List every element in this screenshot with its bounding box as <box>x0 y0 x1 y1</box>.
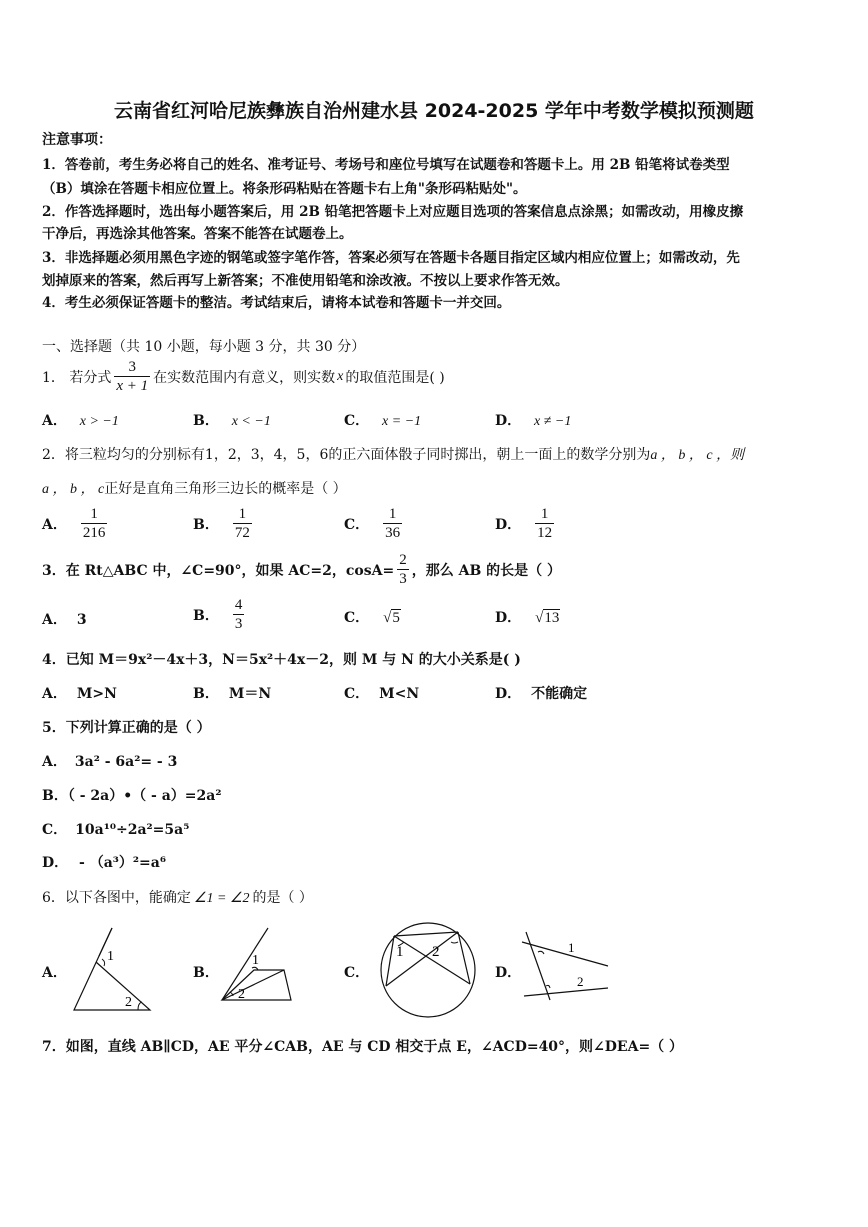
q6-expr: ∠1 = ∠2 <box>193 891 250 906</box>
q3-option-a[interactable] <box>42 609 87 629</box>
angle-label-2: 2 <box>577 974 584 989</box>
question-2-line2 <box>42 478 347 498</box>
line-lower <box>524 988 608 996</box>
numerator: 1 <box>540 506 549 522</box>
option-text: M<N <box>379 686 420 702</box>
q5-option-a[interactable] <box>42 751 177 771</box>
question-2 <box>42 444 744 464</box>
q6-option-c-label[interactable]: C． <box>344 965 370 981</box>
option-text: 不能确定 <box>531 686 588 702</box>
notice-heading: 注意事项： <box>42 132 112 148</box>
notice-line: 2．作答选择题时，选出每小题答案后，用 2B 铅笔把答题卡上对应题目选项的答案信息点涂黑；如需改动，用橡皮擦 <box>42 204 744 220</box>
q6-figure-d <box>520 924 612 1004</box>
option-label: A． <box>42 612 67 628</box>
notice-line: （B）填涂在答题卡相应位置上。将条形码粘贴在答题卡右上角"条形码粘贴处"。 <box>42 181 527 197</box>
angle-label-1: 1 <box>252 953 259 968</box>
q1-prefix: 1． 若分式 <box>42 369 112 386</box>
q2-option-b[interactable] <box>193 505 255 542</box>
chord <box>394 932 458 936</box>
notice-line: 干净后，再选涂其他答案。答案不能答在试题卷上。 <box>42 226 353 242</box>
radicand: 13 <box>544 610 560 626</box>
q5-option-b[interactable] <box>42 785 221 805</box>
question-5: 5．下列计算正确的是（ ） <box>42 720 211 736</box>
notice-line: 3．非选择题必须用黑色字迹的钢笔或签字笔作答，答案必须写在答题卡各题目指定区域内相应位置上；如需改动，先 <box>42 250 740 266</box>
numerator: 1 <box>388 506 397 522</box>
q3-text: ，那么 AB 的长是（ ） <box>411 562 562 579</box>
q1-denominator: x + 1 <box>116 378 149 394</box>
notice-line: 划掉原来的答案，然后再写上新答案；不准使用铅笔和涂改液。不按以上要求作答无效。 <box>42 273 569 289</box>
q6-option-d-label[interactable]: D． <box>495 965 522 981</box>
question-1 <box>42 358 445 395</box>
angle-label-2: 2 <box>432 944 440 960</box>
option-label: A． <box>42 754 67 770</box>
q6-figure-b <box>216 924 298 1006</box>
option-text: x = −1 <box>382 414 422 429</box>
q1-text-end: 的取值范围是( ) <box>345 369 445 386</box>
chord <box>386 936 394 986</box>
option-label: A． <box>42 686 67 702</box>
option-fraction <box>233 596 245 633</box>
q2-option-a[interactable] <box>42 505 110 542</box>
q3-option-d[interactable] <box>495 607 560 627</box>
angle-mark <box>546 985 550 988</box>
option-label: C． <box>344 516 370 533</box>
denominator: 72 <box>234 525 250 541</box>
option-label: D． <box>495 686 522 702</box>
option-fraction <box>383 505 402 542</box>
page-title: 云南省红河哈尼族彝族自治州建水县 2024-2025 学年中考数学模拟预测题 <box>114 100 754 122</box>
denominator: 216 <box>82 525 106 541</box>
numerator: 4 <box>234 597 243 613</box>
angle-mark <box>538 951 544 954</box>
angle-mark <box>138 1002 142 1010</box>
option-fraction <box>81 505 108 542</box>
q6-figure-a <box>66 922 158 1014</box>
option-label: C． <box>344 610 370 626</box>
option-text: x < −1 <box>231 414 271 429</box>
option-label: D． <box>495 413 522 429</box>
option-text: M＝N <box>228 686 272 702</box>
q1-numerator: 3 <box>128 359 136 375</box>
option-text: （ - 2a）•（ - a）=2a² <box>67 788 222 804</box>
q1-option-a[interactable] <box>42 410 119 430</box>
q3-prefix: 3．在 Rt△ABC 中，∠C=90°，如果 AC=2，cosA= <box>42 562 395 579</box>
numerator: 1 <box>238 506 247 522</box>
q1-option-b[interactable] <box>193 410 271 430</box>
angle-mark <box>102 959 105 966</box>
q1-fraction <box>114 358 150 395</box>
q2-vars-2: a ， b ， c <box>42 482 105 497</box>
q4-option-d[interactable] <box>495 683 587 703</box>
q4-option-b[interactable] <box>193 683 271 703</box>
question-7: 7．如图，直线 AB∥CD，AE 平分∠CAB，AE 与 CD 相交于点 E，∠ACD=40°，则∠DEA=（ ） <box>42 1039 684 1055</box>
option-label: D． <box>42 855 69 871</box>
q3-fraction <box>397 551 409 588</box>
line-upper <box>522 942 608 966</box>
q2-line1: 2．将三粒均匀的分别标有1，2，3，4，5，6的正六面体骰子同时掷出，朝上一面上的数学分别为 <box>42 447 651 463</box>
section-heading: 一、选择题（共 10 小题，每小题 3 分，共 30 分） <box>42 339 366 355</box>
q4-option-c[interactable] <box>344 683 419 703</box>
q1-text: 在实数范围内有意义，则实数 <box>153 369 336 386</box>
option-text: 10a¹⁰÷2a²=5a⁵ <box>75 822 190 838</box>
option-label: C． <box>344 413 370 429</box>
q6-option-a-label[interactable]: A． <box>42 965 67 981</box>
q5-option-c[interactable] <box>42 819 189 839</box>
option-text: x > −1 <box>79 414 119 429</box>
question-3 <box>42 551 561 588</box>
option-label: B． <box>193 516 219 533</box>
option-text: M>N <box>76 686 117 702</box>
question-4: 4．已知 M＝9x²－4x＋3，N＝5x²＋4x－2，则 M 与 N 的大小关系是( ) <box>42 652 521 668</box>
option-label: B． <box>42 788 68 804</box>
q3-option-b[interactable] <box>193 596 247 633</box>
option-label: D． <box>495 610 522 626</box>
transversal <box>526 932 550 1000</box>
q1-option-c[interactable] <box>344 410 421 430</box>
option-label: B． <box>193 413 219 429</box>
angle-mark <box>451 942 458 943</box>
option-label: B． <box>193 607 219 624</box>
angle-label-1: 1 <box>396 944 404 960</box>
q5-option-d[interactable] <box>42 852 166 872</box>
q6-option-b-label[interactable]: B． <box>193 965 219 981</box>
q1-var: x <box>337 368 344 384</box>
option-label: B． <box>193 686 219 702</box>
option-text: x ≠ −1 <box>534 414 572 429</box>
notice-line: 1．答卷前，考生务必将自己的姓名、准考证号、考场号和座位号填写在试题卷和答题卡上。用 2B 铅笔将试卷类型 <box>42 157 730 173</box>
notice-line: 4．考生必须保证答题卡的整洁。考试结束后，请将本试卷和答题卡一并交回。 <box>42 295 511 311</box>
denominator: 12 <box>537 525 553 541</box>
angle-label-2: 2 <box>125 995 132 1010</box>
option-label: C． <box>344 686 370 702</box>
option-text: 3a² - 6a²= - 3 <box>74 754 178 770</box>
q2-option-c[interactable] <box>344 505 405 542</box>
option-label: D． <box>495 516 522 533</box>
q6-prefix: 6．以下各图中，能确定 <box>42 890 191 906</box>
option-sqrt: √5 <box>383 610 400 626</box>
angle-label-2: 2 <box>238 987 245 1002</box>
option-label: C． <box>42 822 68 838</box>
denominator: 36 <box>385 525 401 541</box>
denominator: 3 <box>399 571 407 587</box>
q6-figure-c <box>376 918 480 1022</box>
numerator: 1 <box>90 506 98 522</box>
q4-option-a[interactable] <box>42 683 117 703</box>
q1-option-d[interactable] <box>495 410 571 430</box>
option-text: - （a³）²=a⁶ <box>74 855 166 871</box>
option-fraction <box>535 505 554 542</box>
figure-lines <box>74 928 150 1010</box>
radicand: 5 <box>392 610 400 626</box>
option-label: A． <box>42 516 67 533</box>
option-label: A． <box>42 413 67 429</box>
option-text: 3 <box>76 612 87 628</box>
q6-suffix: 的是（ ） <box>252 890 313 906</box>
q3-option-c[interactable] <box>344 607 401 627</box>
angle-label-1: 1 <box>107 949 114 964</box>
option-sqrt: √13 <box>535 610 560 626</box>
question-6 <box>42 887 313 907</box>
denominator: 3 <box>234 616 243 632</box>
q2-vars: a ， b ， c ，则 <box>650 448 745 463</box>
option-fraction <box>233 505 252 542</box>
q2-option-d[interactable] <box>495 505 557 542</box>
angle-label-1: 1 <box>568 940 575 955</box>
q2-line2: 正好是直角三角形三边长的概率是（ ） <box>104 481 347 497</box>
numerator: 2 <box>399 552 407 568</box>
